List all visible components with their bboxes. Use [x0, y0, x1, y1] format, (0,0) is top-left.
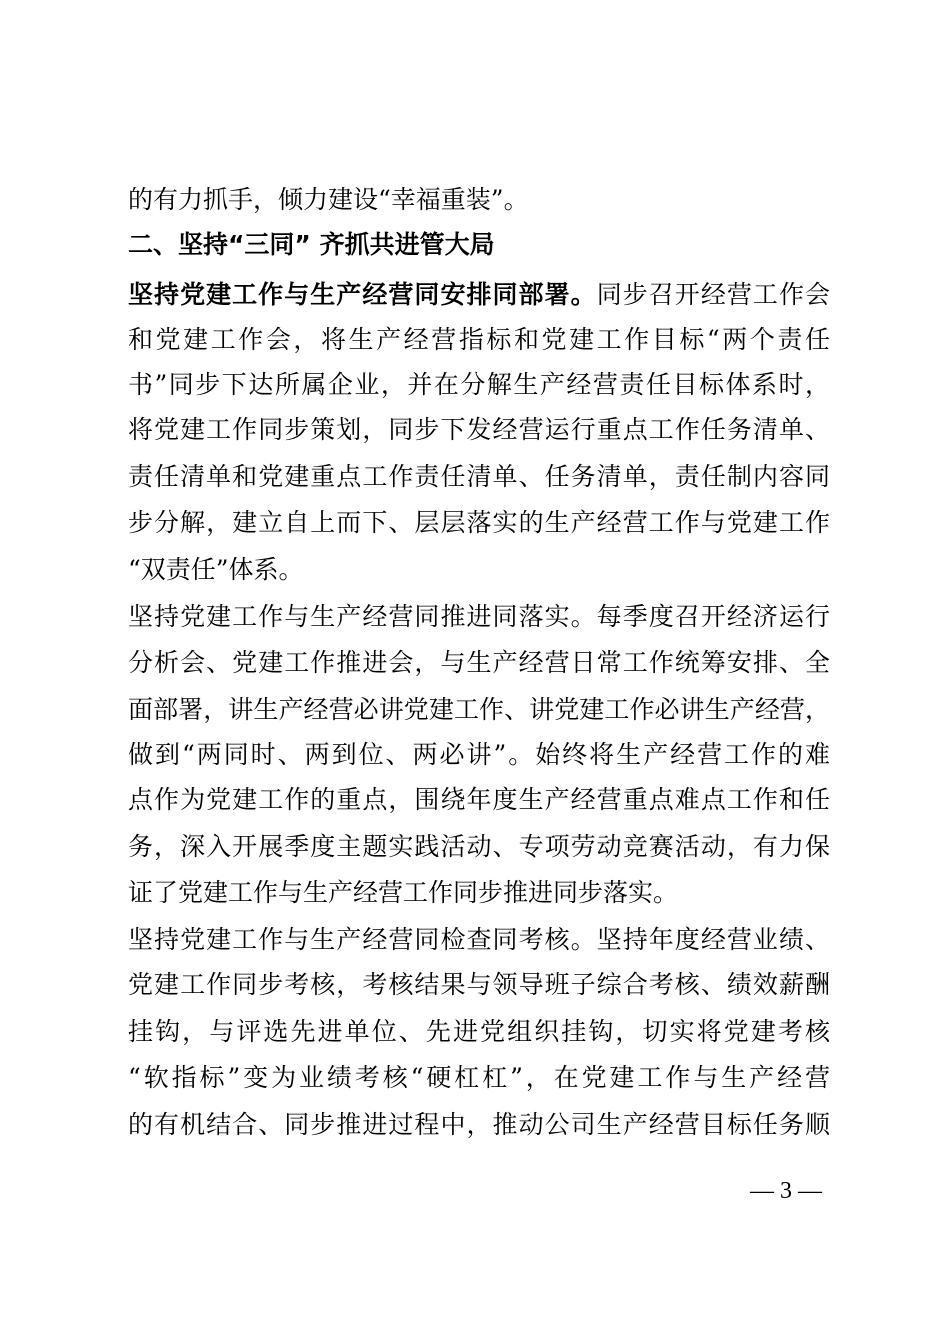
- body-text-line: 坚持党建工作与生产经营同检查同考核。坚持年度经营业绩、: [128, 925, 830, 954]
- body-text-line: 分析会、党建工作推进会，与生产经营日常工作统筹安排、全: [128, 648, 830, 677]
- body-text-line: 和党建工作会，将生产经营指标和党建工作目标“两个责任: [128, 325, 830, 354]
- section-heading: 二、坚持“三同” 齐抓共进管大局: [128, 230, 495, 259]
- body-text-line: 坚持党建工作与生产经营同推进同落实。每季度召开经济运行: [128, 602, 830, 631]
- page-number: — 3 —: [750, 1178, 822, 1204]
- body-text-line: 务，深入开展季度主题实践活动、专项劳动竞赛活动，有力保: [128, 832, 830, 861]
- paragraph-lead-bold: 坚持党建工作与生产经营同安排同部署。: [128, 280, 597, 309]
- body-text-line: 步分解，建立自上而下、层层落实的生产经营工作与党建工作: [128, 508, 830, 537]
- body-text-line: “双责任”体系。: [128, 555, 304, 584]
- body-text-line: 将党建工作同步策划，同步下发经营运行重点工作任务清单、: [128, 415, 830, 444]
- body-text-line: 党建工作同步考核，考核结果与领导班子综合考核、绩效薪酬: [128, 970, 830, 999]
- body-text-line: 挂钩，与评选先进单位、先进党组织挂钩，切实将党建考核: [128, 1017, 830, 1046]
- body-text-line: 的有力抓手，倾力建设“幸福重装”。: [128, 185, 529, 214]
- body-text-line: 面部署，讲生产经营必讲党建工作、讲党建工作必讲生产经营，: [128, 695, 830, 724]
- body-text-line: 点作为党建工作的重点，围绕年度生产经营重点难点工作和任: [128, 785, 830, 814]
- body-text-line: 做到“两同时、两到位、两必讲”。始终将生产经营工作的难: [128, 740, 830, 769]
- body-text-line: “软指标”变为业绩考核“硬杠杠”，在党建工作与生产经营: [128, 1063, 830, 1092]
- body-text-line: 证了党建工作与生产经营工作同步推进同步落实。: [128, 878, 679, 907]
- body-text-line: [128, 278, 830, 312]
- body-text-line: 的有机结合、同步推进过程中，推动公司生产经营目标任务顺: [128, 1110, 830, 1139]
- body-text-line: 责任清单和党建重点工作责任清单、任务清单，责任制内容同: [128, 462, 830, 491]
- body-text-line: 书”同步下达所属企业，并在分解生产经营责任目标体系时，: [128, 370, 830, 399]
- paragraph-text: 同步召开经营工作会: [596, 280, 830, 309]
